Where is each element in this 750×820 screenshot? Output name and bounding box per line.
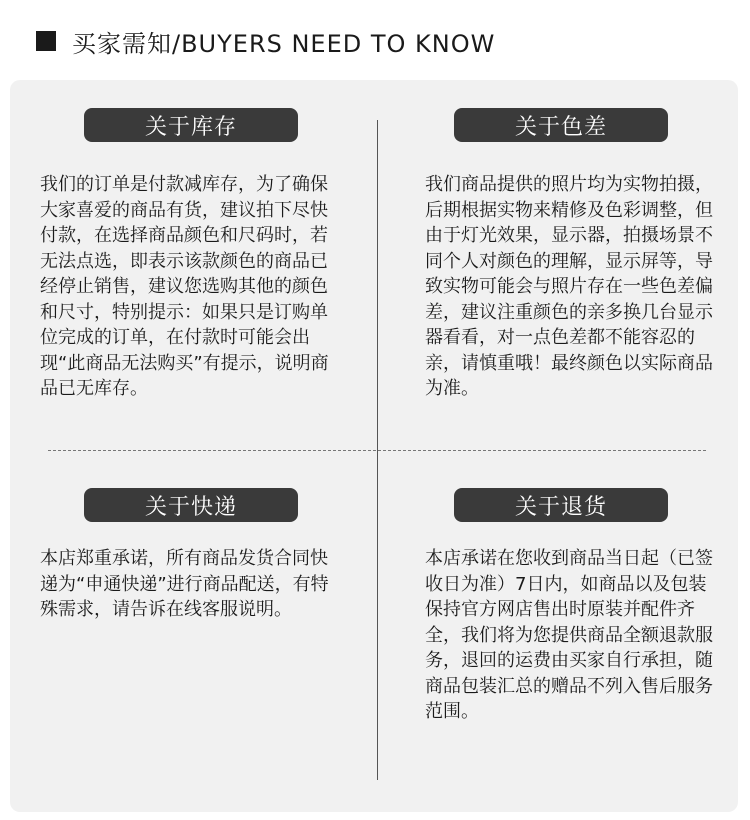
page-title: 买家需知/BUYERS NEED TO KNOW: [72, 29, 496, 58]
color-section-body: 我们商品提供的照片均为实物拍摄，后期根据实物来精修及色彩调整，但由于灯光效果，显示器，拍摄场景不同个人对颜色的理解，显示屏等，导致实物可能会与照片存在一些色差偏差，建议注重颜色的亲多换几台显示器看看，对一点色差都不能容忍的亲，请慎重哦！最终颜色以实际商品为准。: [425, 174, 713, 399]
returns-section-body: 本店承诺在您收到商品当日起（已签收日为准）7日内，如商品以及包装保持官方网店售出时原装并配件齐全，我们将为您提供商品全额退款服务，退回的运费由买家自行承担，随商品包装汇总的赠品不列入售后服务范围。: [425, 548, 713, 722]
shipping-section-body: 本店郑重承诺，所有商品发货合同快递为“申通快递”进行商品配送，有特殊需求，请告诉在线客服说明。: [40, 548, 329, 620]
shipping-section-title: 关于快递: [84, 488, 298, 522]
color-section-title: 关于色差: [454, 108, 668, 142]
horizontal-divider: [48, 450, 706, 451]
stock-section-title: 关于库存: [84, 108, 298, 142]
header-square-icon: [36, 31, 56, 51]
stock-section-body: 我们的订单是付款减库存，为了确保大家喜爱的商品有货，建议拍下尽快付款，在选择商品颜色和尺码时，若无法点选，即表示该款颜色的商品已经停止销售，建议您选购其他的颜色和尺寸，特别提示：如果只是订购单位完成的订单，在付款时可能会出现“此商品无法购买”有提示，说明商品已无库存。: [40, 174, 329, 399]
returns-section-title: 关于退货: [454, 488, 668, 522]
info-panel: [10, 80, 738, 812]
page-header: [36, 24, 495, 58]
